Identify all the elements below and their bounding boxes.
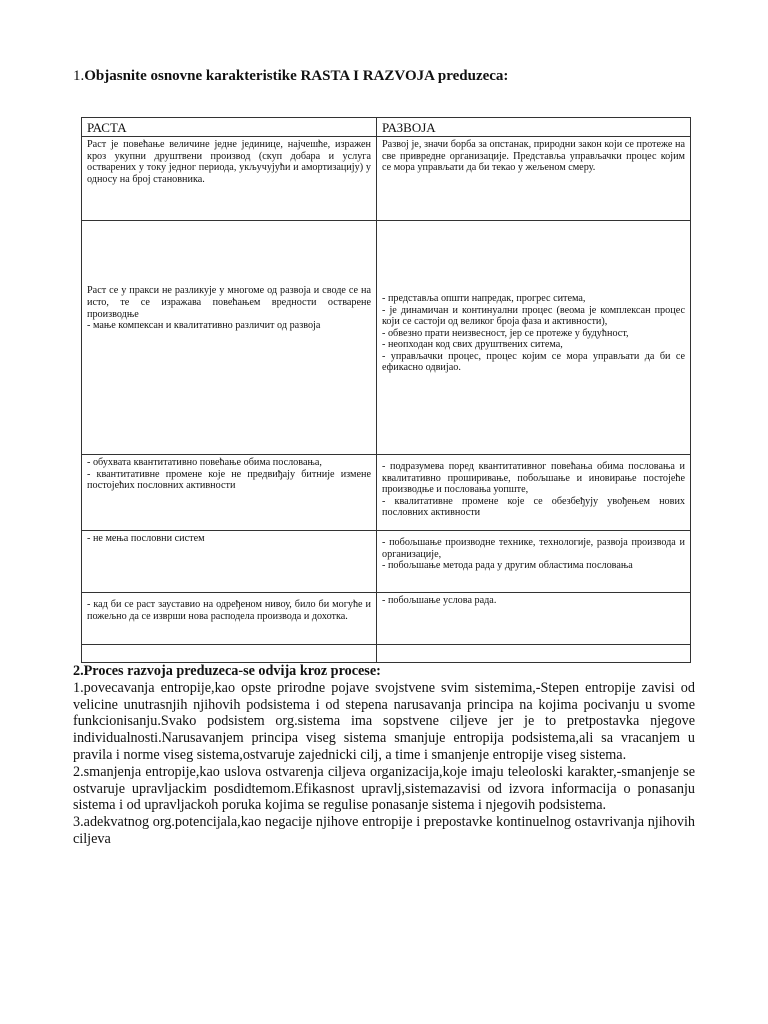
cell-text: - представља општи напредак, прогрес ситема, (382, 292, 586, 304)
question-1-title (73, 68, 508, 85)
cell-text: - кад би се раст зауставио на одређеном нивоу, било би могуће и пожељно да се изврши нова расподела производа и дохотка. (87, 599, 371, 622)
table-cell-right (377, 137, 691, 221)
header-rasta: РАСТА (82, 118, 377, 137)
table-cell-left (82, 455, 377, 531)
table-row (82, 455, 691, 531)
cell-text: Развој је, значи борба за опстанак, природни закон који се протеже на све привредне организације. Представља управљачки процес којим се мора управљати да би текао у жељеном смеру. (382, 139, 685, 174)
cell-text: - квантитативне промене које не предвиђају битније измене постојећих пословних активности (87, 468, 371, 492)
table-row (82, 221, 691, 455)
cell-text: Раст је повећање величине једне јединице, најчешће, изражен кроз укупни друштвени производ (скуп добара и услуга остварених у току једног периода, укључујући и амортизацију) у односу на број становника. (87, 139, 371, 185)
cell-text: - квалитативне промене које се обезбеђују увођењем нових пословних активности (382, 495, 685, 519)
table-cell-right (377, 531, 691, 593)
table-row (82, 137, 691, 221)
table-row (82, 531, 691, 593)
table-cell-left (82, 531, 377, 593)
cell-text: - је динамичан и континуални процес (веома је комплексан процес који се састоји од великог броја фаза и активности), (382, 304, 685, 328)
table-cell-right (377, 645, 691, 663)
section-2-paragraph-3: 3.adekvatnog org.potencijala,kao negacije njihove entropije i prepostavke kontinuelnog ostavrivanja njihovih ciljeva (73, 814, 695, 847)
question-1-number: 1. (73, 68, 85, 84)
section-2 (73, 663, 695, 848)
cell-text: Раст се у пракси не разликује у многоме од развоја и своде се на исто, те се изражава повећањем вредности остварене производње (87, 285, 371, 320)
question-1-text: Objasnite osnovne karakteristike RASTA I RAZVOJA preduzeca: (84, 68, 509, 84)
cell-text: - обухвата квантитативно повећање обима пословања, (87, 457, 322, 468)
section-2-paragraph-2: 2.smanjenja entropije,kao uslova ostvarenja ciljeva organizacija,koje imaju teleoloski karakter,-smanjenje se ostvaruje upravljackim posdidtemom.Efikasnost upravlj,sistemazavisi od izvora informacija o ponasanju sistema i od upravljackoh poruka kojima se regulise ponasanje sistema i njegovih podsistema. (73, 763, 695, 814)
comparison-table (81, 117, 691, 663)
table-cell-left (82, 645, 377, 663)
cell-text: - подразумева поред квантитативног повећања обима пословања и квалитативно проширивање, побољшање и иновирање постојеће производње и пословања уопште, (382, 461, 685, 496)
cell-text: - мање компексан и квалитативно различит од развоја (87, 320, 321, 332)
cell-text: - побољшање метода рада у другим областима пословања (382, 560, 633, 572)
table-row (82, 593, 691, 645)
cell-text: - неопходан код свих друштвених ситема, (382, 339, 563, 351)
header-razvoja: РАЗВОЈА (377, 118, 691, 137)
section-2-heading: 2.Proces razvoja preduzeca-se odvija kroz procese: (73, 663, 381, 679)
cell-text: - не мења пословни систем (87, 533, 205, 544)
table-cell-right (377, 455, 691, 531)
table-cell-left (82, 137, 377, 221)
table-row (82, 645, 691, 663)
cell-text: - управљачки процес, процес којим се мора управљати да би се ефикасно одвијао. (382, 350, 685, 374)
table-cell-left (82, 221, 377, 455)
section-2-paragraph-1: 1.povecavanja entropije,kao opste prirodne pojave svojstvene svim sistemima,-Stepen entropije zavisi od velicine unutrasnjih njihovih podsistema i od stepena narusavanja principa na kojima pocivanju u svome funkcionisanju.Svako podsistem org.sistema ima sopstvene ciljeve jer je to pretpostavka njegove individualnosti.Narusavanjem principa viseg sistema smanjuje entropija podsistema,ali sa vracanjem u pravila i norme viseg sistema,ostvaruje zajednicki cilj, a time i smanjenje entropije viseg sistema. (73, 679, 695, 763)
cell-text: - обвезно прати неизвесност, јер се протеже у будућност, (382, 327, 629, 339)
cell-text: - побољшање производне технике, технологије, развоја производа и организације, (382, 537, 685, 560)
table-header-row (82, 118, 691, 137)
table-cell-left (82, 593, 377, 645)
cell-text: - побољшање услова рада. (382, 595, 497, 606)
table-cell-right (377, 221, 691, 455)
table-cell-right (377, 593, 691, 645)
